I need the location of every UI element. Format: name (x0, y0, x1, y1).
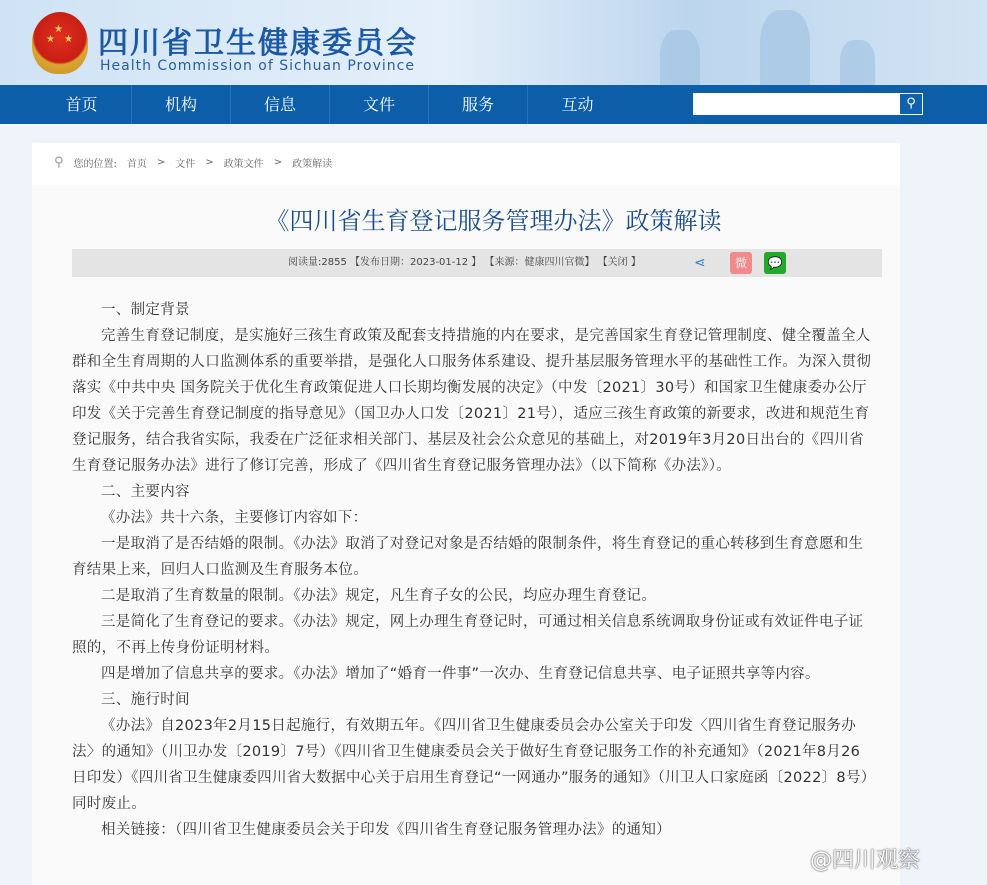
nav-organization[interactable]: 机构 (132, 85, 231, 124)
paragraph: 一是取消了是否结婚的限制。《办法》取消了对登记对象是否结婚的限制条件，将生育登记的重心转移到生育意愿和生育结果上来，回归人口监测及生育服务本位。 (72, 536, 864, 578)
banner-decoration (660, 30, 700, 85)
national-emblem-logo: ★ ★ ★ (32, 12, 88, 74)
paragraph: 《办法》自2023年2月15日起施行，有效期五年。《四川省卫生健康委员会办公室关于印发〈四川省生育登记服务办法〉的通知》（川卫办发〔2019〕7号）《四川省卫生健康委员会关于做好生育登记服务工作的补充通知》（2021年8月26日印发）《四川省卫生健康委四川省大数据中心关于启用生育登记“一网通办”服务的通知》（川卫人口家庭函〔2022〕8号）同时废止。 (72, 718, 869, 812)
share-icon[interactable]: ⋖ (694, 255, 706, 271)
wechat-share-icon[interactable]: 💬 (764, 252, 786, 274)
related-link[interactable]: 相关链接：（四川省卫生健康委员会关于印发《四川省生育登记服务管理办法》的通知） (101, 822, 671, 838)
breadcrumb-separator: > (273, 157, 283, 168)
section-heading: 二、主要内容 (101, 484, 190, 500)
article-title: 《四川省生育登记服务管理办法》政策解读 (265, 207, 722, 235)
location-pin-icon: ⚲ (54, 155, 64, 170)
breadcrumb-label: 您的位置: (73, 159, 117, 170)
main-nav (0, 85, 987, 124)
site-title[interactable]: 四川省卫生健康委员会 (98, 26, 418, 61)
banner-decoration (840, 40, 875, 85)
section-heading: 三、施行时间 (101, 692, 190, 708)
paragraph: 二是取消了生育数量的限制。《办法》规定，凡生育子女的公民，均应办理生育登记。 (101, 588, 657, 604)
site-subtitle: Health Commission of Sichuan Province (100, 58, 415, 74)
search-button[interactable] (899, 93, 923, 115)
breadcrumb-home[interactable]: 首页 (126, 159, 147, 170)
nav-services[interactable]: 服务 (429, 85, 528, 124)
paragraph: 四是增加了信息共享的要求。《办法》增加了“婚育一件事”一次办、生育登记信息共享、电子证照共享等内容。 (101, 666, 820, 682)
banner-decoration (760, 10, 810, 85)
nav-home[interactable]: 首页 (32, 85, 132, 124)
weibo-share-icon[interactable]: 微 (730, 252, 752, 274)
watermark: @四川观察 (810, 848, 921, 873)
paragraph: 完善生育登记制度，是实施好三孩生育政策及配套支持措施的内在要求，是完善国家生育登记管理制度、健全覆盖全人群和全生育周期的人口监测体系的重要举措，是强化人口服务体系建设、提升基层服务管理水平的基础性工作。为深入贯彻落实《中共中央 国务院关于优化生育政策促进人口长期均衡发展的决定》（中发〔2021〕30号）和国家卫生健康委办公厅印发《关于完善生育登记制度的指导意见》（国卫办人口发〔2021〕21号），适应三孩生育政策的新要求，改进和规范生育登记服务，结合我省实际，我委在广泛征求相关部门、基层及社会公众意见的基础上，对2019年3月20日出台的《四川省生育登记服务办法》进行了修订完善，形成了《四川省生育登记服务管理办法》（以下简称《办法》）。 (72, 328, 872, 474)
search-box (693, 93, 923, 115)
nav-documents[interactable]: 文件 (330, 85, 429, 124)
nav-interaction[interactable]: 互动 (561, 95, 594, 114)
article-body (72, 297, 874, 843)
breadcrumb-policy-interpretation[interactable]: 政策解读 (292, 159, 333, 170)
breadcrumb-policy-documents[interactable]: 政策文件 (223, 159, 264, 170)
site-header (0, 0, 987, 85)
search-icon: ⚲ (906, 96, 916, 111)
search-input[interactable] (693, 93, 899, 115)
paragraph: 三是简化了生育登记的要求。《办法》规定，网上办理生育登记时，可通过相关信息系统调取身份证或有效证件电子证照的，不再上传身份证明材料。 (72, 614, 864, 656)
breadcrumb (54, 155, 332, 170)
breadcrumb-separator: > (156, 157, 166, 168)
nav-information[interactable]: 信息 (231, 85, 330, 124)
section-heading: 一、制定背景 (101, 302, 190, 318)
paragraph: 《办法》共十六条，主要修订内容如下： (101, 510, 368, 526)
article-meta: 阅读量:2855 【发布日期：2023-01-12 】 【来源：健康四川官微】 【关闭 】 (288, 257, 641, 268)
article-meta-bar (72, 249, 882, 277)
breadcrumb-documents[interactable]: 文件 (175, 159, 196, 170)
breadcrumb-separator: > (205, 157, 214, 168)
